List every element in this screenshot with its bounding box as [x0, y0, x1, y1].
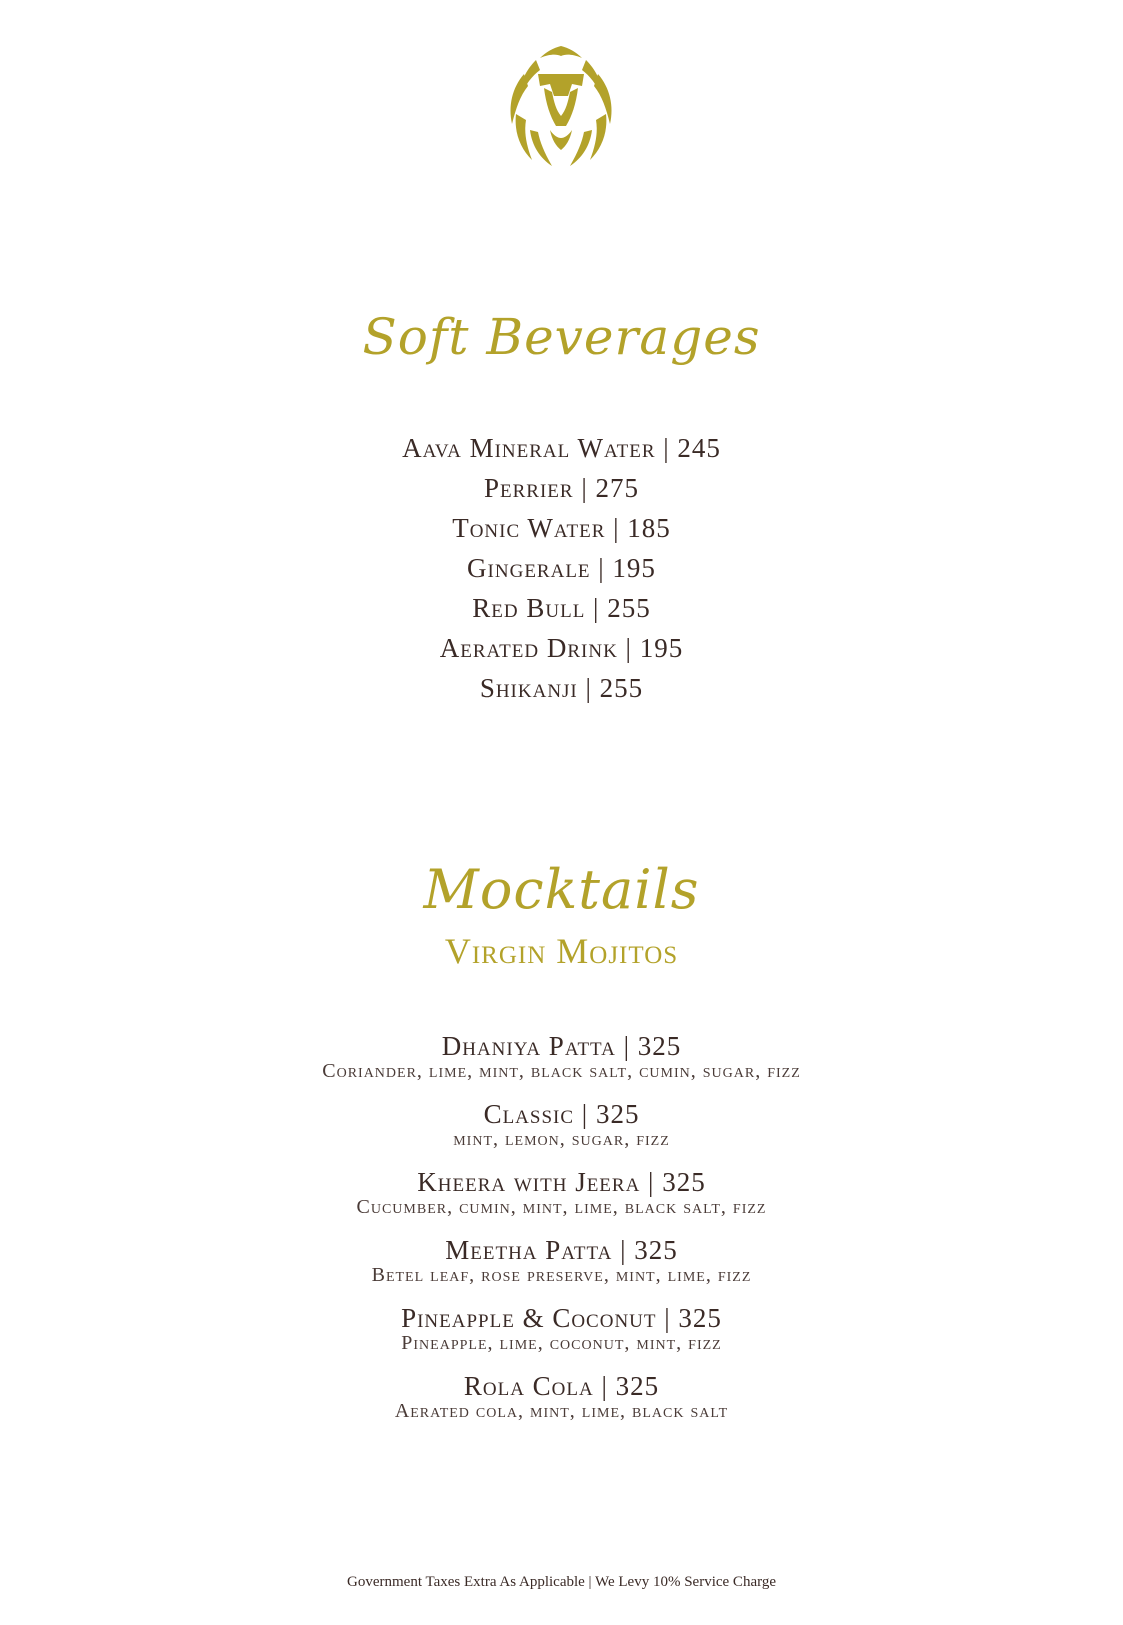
list-item: Gingerale | 195	[467, 553, 656, 583]
list-item	[0, 1303, 1123, 1371]
list-item: Red Bull | 255	[472, 593, 651, 623]
lion-head-icon	[506, 44, 616, 170]
list-item	[0, 1031, 1123, 1099]
item-description: Aerated cola, mint, lime, black salt	[394, 1400, 729, 1422]
item-name: Classic | 325	[483, 1099, 640, 1129]
item-description: Betel leaf, rose preserve, mint, lime, fizz	[371, 1264, 752, 1286]
soft-beverages-list	[0, 428, 1123, 708]
list-item	[0, 1235, 1123, 1303]
item-description: mint, lemon, sugar, fizz	[453, 1128, 670, 1150]
item-name: Kheera with Jeera | 325	[417, 1167, 706, 1197]
list-item: Shikanji | 255	[479, 673, 644, 703]
list-item: Perrier | 275	[484, 473, 639, 503]
item-name: Pineapple & Coconut | 325	[401, 1303, 722, 1333]
item-name: Dhaniya Patta | 325	[441, 1031, 682, 1061]
item-name: Rola Cola | 325	[463, 1371, 660, 1401]
list-item: Tonic Water | 185	[452, 513, 671, 543]
mocktails-title: Mocktails	[423, 858, 700, 921]
mocktails-list	[0, 1031, 1123, 1439]
mocktails-subtitle: Virgin Mojitos	[444, 931, 679, 971]
list-item	[0, 1099, 1123, 1167]
item-name: Meetha Patta | 325	[445, 1235, 678, 1265]
list-item: Aerated Drink | 195	[439, 633, 684, 663]
list-item	[0, 1167, 1123, 1235]
item-description: Cucumber, cumin, mint, lime, black salt, fizz	[356, 1196, 767, 1218]
item-description: Pineapple, lime, coconut, mint, fizz	[401, 1332, 722, 1354]
list-item: Aava Mineral Water | 245	[402, 433, 721, 463]
soft-beverages-title: Soft Beverages	[362, 308, 761, 366]
item-description: Coriander, lime, mint, black salt, cumin, sugar, fizz	[322, 1060, 801, 1082]
footer-note: Government Taxes Extra As Applicable | We Levy 10% Service Charge	[347, 1574, 776, 1590]
list-item	[0, 1371, 1123, 1439]
